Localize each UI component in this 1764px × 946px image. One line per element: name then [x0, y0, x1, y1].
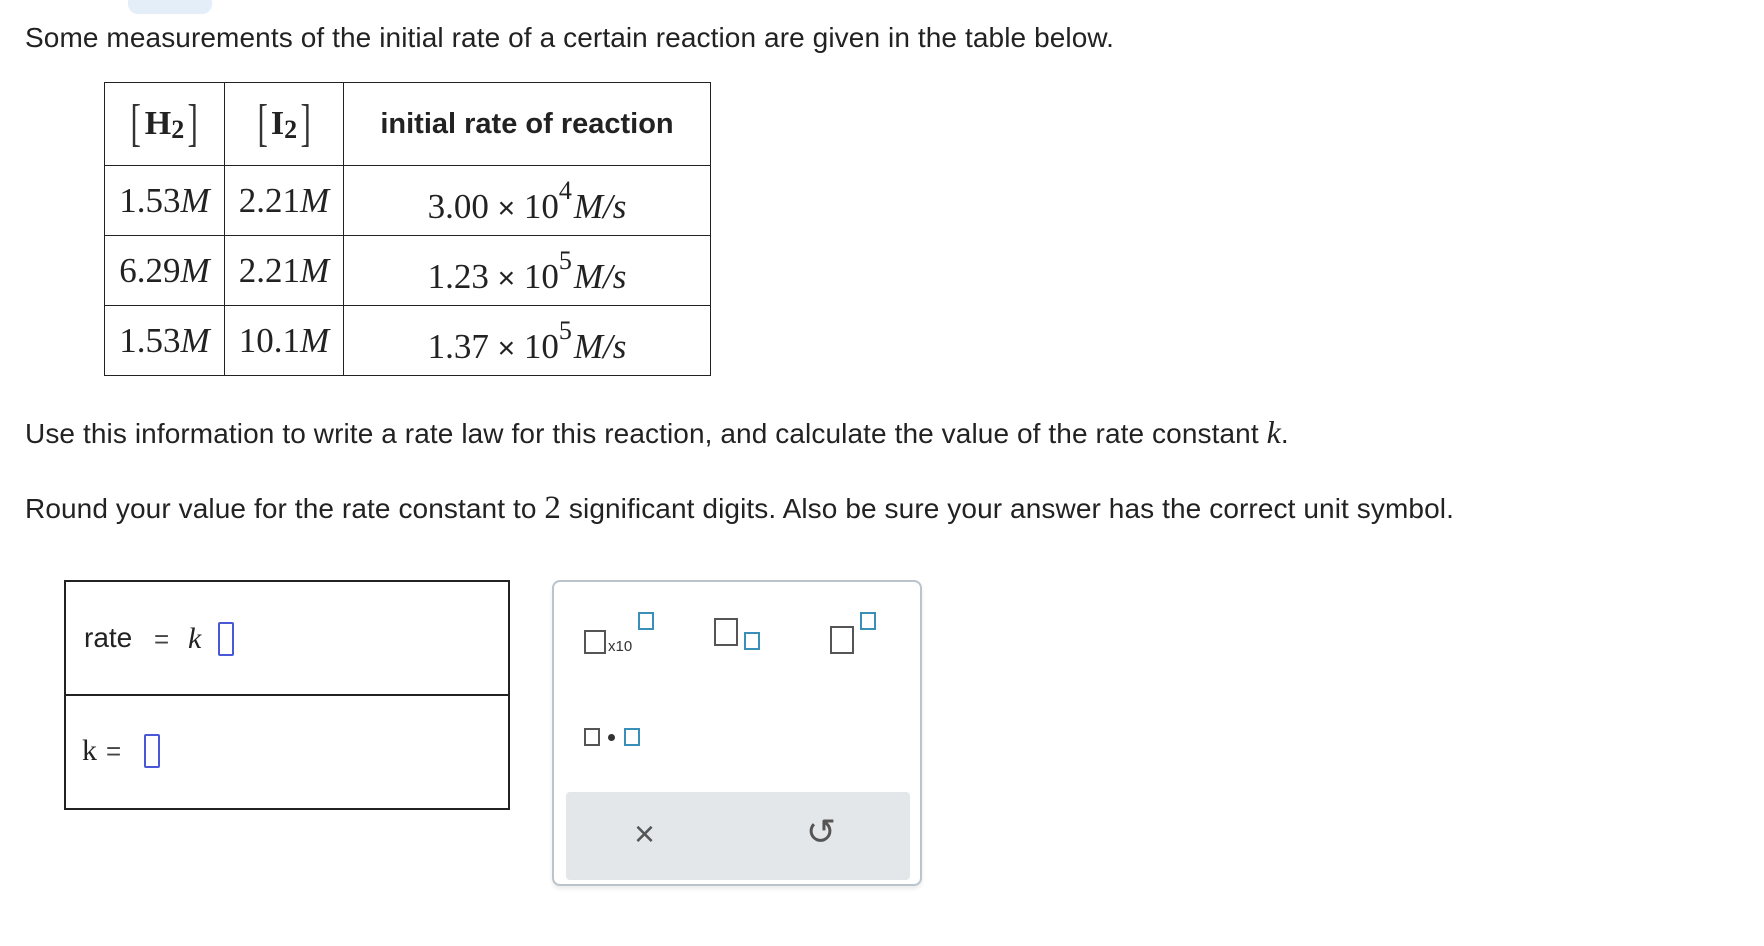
multiply-dot-button[interactable] [584, 722, 654, 762]
table-header-row [105, 83, 711, 166]
undo-icon[interactable]: ↺ [806, 811, 837, 852]
subscript-icon [714, 618, 738, 646]
superscript-icon [830, 626, 854, 654]
rate-value: $3.00 \times 10^4M/s$ [427, 176, 627, 226]
rate-data-table [104, 82, 711, 376]
i2-value: 2.21 [238, 250, 301, 290]
rate-label: rate [84, 622, 133, 653]
instruction-line-1: Use this information to write a rate law for this reaction, and calculate the value of the rate constant k. [25, 414, 1289, 450]
h2-value: 6.29 [119, 250, 181, 290]
k-label: k [82, 734, 97, 767]
equals-sign: = [106, 736, 122, 766]
scientific-notation-icon [584, 630, 606, 654]
header-i2-concentration: [ I $_2$ ] [225, 83, 344, 166]
k-value-input[interactable] [144, 734, 160, 768]
instruction-line-2: Round your value for the rate constant to 2 significant digits. Also be sure your answer has the correct unit symbol. [25, 490, 1454, 526]
k-value-row [66, 696, 508, 810]
intro-text: Some measurements of the initial rate of a certain reaction are given in the table below. [25, 22, 1115, 53]
answer-box [64, 580, 510, 810]
multiply-dot-icon [584, 728, 600, 746]
clear-icon[interactable]: × [634, 813, 656, 854]
rate-constant-symbol: k [188, 622, 202, 655]
equals-sign: = [154, 624, 170, 654]
subscript-button[interactable] [714, 612, 774, 672]
rate-value: $1.37 \times 10^5M/s$ [427, 316, 627, 366]
table-row: 1.53M 2.21M $3.00 \times 10^4M/s$ [105, 166, 711, 236]
i2-value: 2.21 [238, 180, 301, 220]
rate-law-input[interactable] [218, 622, 234, 656]
palette-footer [566, 792, 910, 880]
superscript-button[interactable] [830, 612, 890, 672]
h2-value: 1.53 [119, 320, 181, 360]
scientific-notation-button[interactable]: x10 [584, 612, 664, 672]
table-row: 6.29M 2.21M $1.23 \times 10^5M/s$ [105, 236, 711, 306]
rate-law-row [66, 582, 508, 696]
h2-value: 1.53 [119, 180, 181, 220]
top-tab-edge [128, 0, 212, 14]
header-h2-concentration: [ H $_2$ ] [105, 83, 225, 166]
rate-value: $1.23 \times 10^5M/s$ [427, 246, 627, 296]
math-palette [552, 580, 922, 886]
header-initial-rate: initial rate of reaction [344, 83, 711, 166]
table-row: 1.53M 10.1M $1.37 \times 10^5M/s$ [105, 306, 711, 376]
i2-value: 10.1 [238, 320, 301, 360]
